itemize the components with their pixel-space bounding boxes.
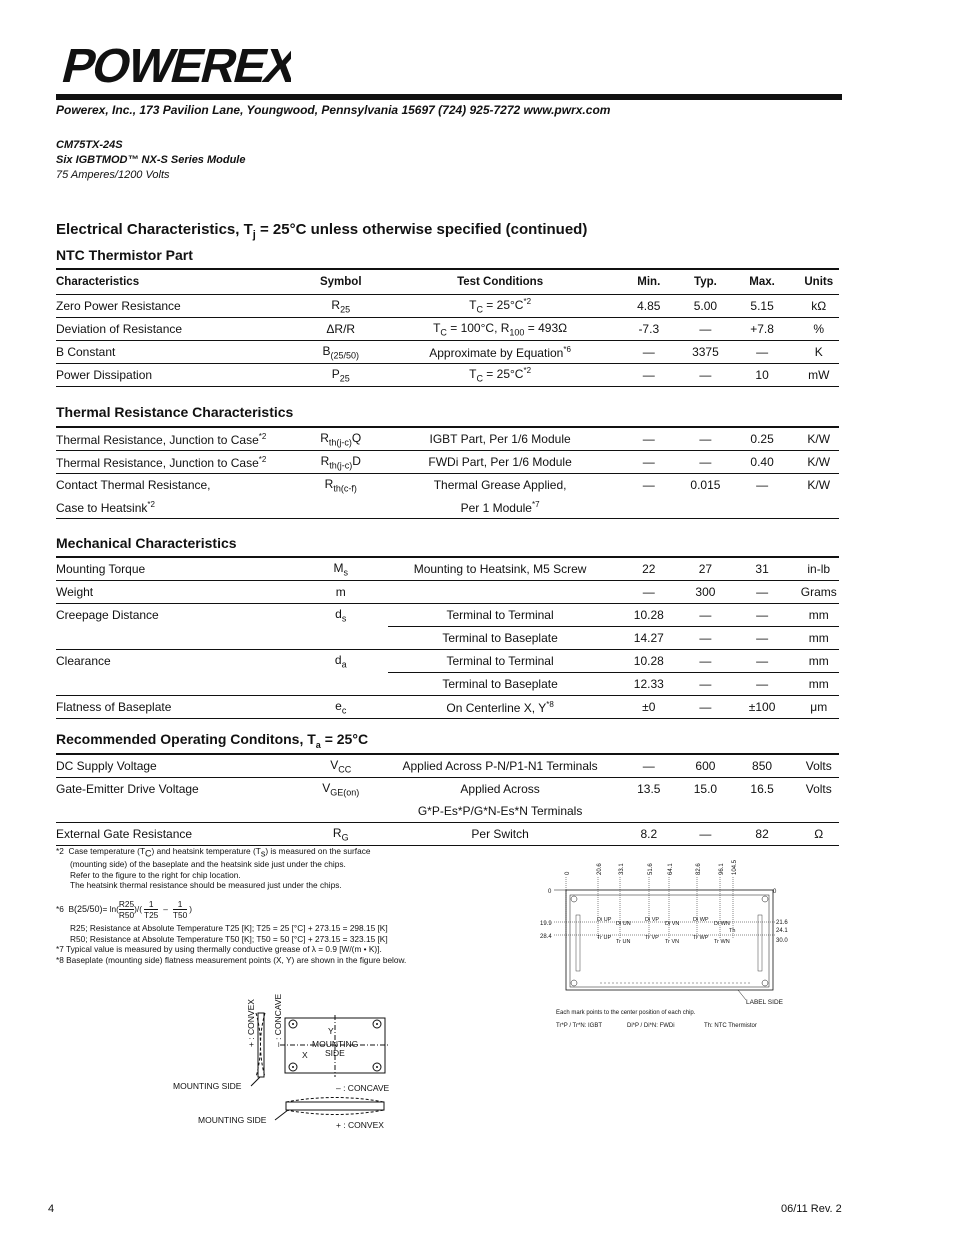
col-units: Units xyxy=(798,269,839,295)
table-row: Power Dissipation $P_{25}$ $T_C = 25^\circ C^{*2}$ — — 10 mW xyxy=(56,364,839,387)
table-row: External Gate Resistance $R_G$ Per Switch 8.2 — 82 Ω xyxy=(56,823,839,846)
logo-text: POWEREX xyxy=(56,40,291,88)
part-info xyxy=(56,138,245,183)
svg-text:51.6: 51.6 xyxy=(648,863,654,875)
col-typ: Typ. xyxy=(685,269,725,295)
svg-text:Di UP: Di UP xyxy=(597,917,612,923)
chip-caption: Each mark points to the center position of each chip. xyxy=(556,1010,696,1016)
series-name: Six IGBTMOD™ NX-S Series Module xyxy=(56,154,246,166)
svg-text:Di VN: Di VN xyxy=(665,921,680,927)
mounting-side-1: MOUNTING SIDE xyxy=(173,1081,242,1091)
svg-text:0: 0 xyxy=(773,889,777,895)
thermal-heading: Thermal Resistance Characteristics xyxy=(56,404,294,420)
svg-text:33.1: 33.1 xyxy=(619,863,625,875)
recommended-table xyxy=(56,753,839,846)
svg-text:96.1: 96.1 xyxy=(719,863,725,875)
ntc-table xyxy=(56,268,839,387)
label-side: LABEL SIDE xyxy=(746,999,783,1006)
svg-text:Di WP: Di WP xyxy=(693,917,709,923)
note-8: *8 Baseplate (mounting side) flatness measurement points (X, Y) are shown in the figure below. xyxy=(56,954,407,965)
x-label: X xyxy=(302,1050,308,1060)
mounting-side-label: MOUNTING xyxy=(312,1039,359,1049)
svg-text:Di VP: Di VP xyxy=(645,917,660,923)
svg-text:Tr VP: Tr VP xyxy=(645,935,659,941)
table-row: DC Supply Voltage $V_{CC}$ Applied Across P-N/P1-N1 Terminals — 600 850 Volts xyxy=(56,754,839,778)
footnotes xyxy=(56,846,476,965)
svg-text:19.9: 19.9 xyxy=(540,921,552,927)
svg-text:0: 0 xyxy=(565,871,571,875)
legend-fwdi: Di*P / Di*N: FWDi xyxy=(627,1023,675,1029)
recommended-heading: Recommended Operating Conditons, $T_a = 25^\circ C$ xyxy=(56,731,369,750)
note-6-equation: *6 B (25/50) = ln( R25 R50 )/( 1 T25 – 1 T50 ) xyxy=(56,898,192,920)
part-number: CM75TX-24S xyxy=(56,139,123,151)
svg-text:Tr UN: Tr UN xyxy=(616,939,631,945)
svg-text:82.6: 82.6 xyxy=(696,863,702,875)
col-test-conditions: Test Conditions xyxy=(388,269,613,295)
note-2-line: The heatsink thermal resistance should be measured just under the chips. xyxy=(70,880,342,891)
svg-text:30.0: 30.0 xyxy=(776,938,788,944)
table-row-cont: G*P-Es*P/G*N-Es*N Terminals xyxy=(417,804,583,818)
svg-text:Tr WN: Tr WN xyxy=(714,939,730,945)
mechanical-heading: Mechanical Characteristics xyxy=(56,535,237,551)
col-max: Max. xyxy=(726,269,799,295)
concave-label: – : CONCAVE xyxy=(273,993,283,1047)
concave-bottom-label: – : CONCAVE xyxy=(336,1083,390,1093)
table-row: Zero Power Resistance $R_{25}$ $T_C = 25^\circ C^{*2}$ 4.85 5.00 5.15 kΩ xyxy=(56,295,839,318)
table-row: Deviation of Resistance ΔR/R $T_C = 100^\circ C$, $R_{100} = 493\Omega$ -7.3 — +7.8 % xyxy=(56,318,839,341)
mounting-side-2: MOUNTING SIDE xyxy=(198,1115,267,1125)
table-row: Thermal Resistance, Junction to Case$^{*2}$ $R_{th(j-c)}Q$ IGBT Part, Per 1/6 Module — — 0.25 K/W xyxy=(56,427,839,451)
col-characteristics: Characteristics xyxy=(56,269,294,295)
thermal-table xyxy=(56,426,839,519)
svg-text:0: 0 xyxy=(548,889,552,895)
table-row: Mounting Torque $M_s$ Mounting to Heatsink, M5 Screw 22 27 31 in-lb xyxy=(56,557,839,581)
revision: 06/11 Rev. 2 xyxy=(781,1203,842,1215)
table-row: Thermal Resistance, Junction to Case$^{*2}$ $R_{th(j-c)}D$ FWDi Part, Per 1/6 Module — — 0.40 K/W xyxy=(56,451,839,474)
table-row: Flatness of Baseplate $e_c$ On Centerline X, $Y^{*8}$ ±0 — ±100 μm xyxy=(56,696,839,719)
note-6-r25: R25; Resistance at Absolute Temperature T25 [K]; T25 = 25 [°C] + 273.15 = 298.15 [K] xyxy=(70,923,388,934)
note-2-line: (mounting side) of the baseplate and the heatsink side just under the chips. xyxy=(70,859,346,870)
page-number: 4 xyxy=(48,1203,55,1215)
table-row: Contact Thermal Resistance, $R_{th(c-f)}$ Thermal Grease Applied, — 0.015 — K/W xyxy=(56,474,839,497)
table-row: Creepage Distance $d_s$ Terminal to Terminal 10.28 — — mm xyxy=(56,604,839,627)
legend-th: Th: NTC Thermistor xyxy=(704,1023,757,1029)
flatness-diagram xyxy=(170,985,410,1135)
note-6-r50: R50; Resistance at Absolute Temperature T50 [K]; T50 = 50 [°C] + 273.15 = 323.15 [K] xyxy=(70,933,388,944)
table-row: Weight m — 300 — Grams xyxy=(56,581,839,604)
ntc-heading: NTC Thermistor Part xyxy=(56,247,193,263)
rating: 75 Amperes/1200 Volts xyxy=(56,169,170,181)
page-title: Electrical Characteristics, $T_j = 25^\circ C$ unless otherwise specified (continued) xyxy=(56,221,588,241)
table-row-sub: Terminal to Baseplate 14.27 — — mm xyxy=(56,627,839,650)
powerex-logo xyxy=(56,40,291,88)
note-7: *7 Typical value is measured by using thermally conductive grease of λ = 0.9 [W/(m • K)]. xyxy=(56,944,382,955)
svg-text:104.5: 104.5 xyxy=(732,859,738,875)
svg-text:20.6: 20.6 xyxy=(597,863,603,875)
table-row: B Constant $B_{(25/50)}$ Approximate by Equation$^{*6}$ — 3375 — K xyxy=(56,341,839,364)
side-label: SIDE xyxy=(325,1048,345,1058)
col-min: Min. xyxy=(612,269,685,295)
svg-text:Di WN: Di WN xyxy=(714,921,730,927)
svg-text:Di UN: Di UN xyxy=(616,921,631,927)
table-row-cont: Case to Heatsink$^{*2}$ Per 1 Module$^{*7}$ xyxy=(56,496,839,519)
table-header xyxy=(56,269,839,295)
mechanical-table xyxy=(56,556,839,719)
col-symbol: Symbol xyxy=(294,269,388,295)
svg-text:24.1: 24.1 xyxy=(776,928,788,934)
header-rule xyxy=(56,94,842,100)
svg-text:Th: Th xyxy=(729,928,736,934)
svg-text:21.6: 21.6 xyxy=(776,920,788,926)
svg-text:28.4: 28.4 xyxy=(540,934,552,940)
svg-text:Tr VN: Tr VN xyxy=(665,939,680,945)
svg-text:64.1: 64.1 xyxy=(668,863,674,875)
legend-igbt: Tr*P / Tr*N: IGBT xyxy=(556,1023,603,1029)
svg-text:Tr WP: Tr WP xyxy=(693,935,709,941)
table-row: Clearance $d_a$ Terminal to Terminal 10.28 — — mm xyxy=(56,650,839,673)
note-2-line: Refer to the figure to the right for chip location. xyxy=(70,869,241,880)
table-row: Gate-Emitter Drive Voltage $V_{GE(on)}$ Applied Across 13.5 15.0 16.5 Volts xyxy=(56,778,839,801)
convex-bottom-label: + : CONVEX xyxy=(336,1120,384,1130)
chip-location-diagram xyxy=(540,855,840,1035)
svg-text:Tr UP: Tr UP xyxy=(597,935,612,941)
table-row-sub: Terminal to Baseplate 12.33 — — mm xyxy=(56,673,839,696)
company-line: Powerex, Inc., 173 Pavilion Lane, Youngwood, Pennsylvania 15697 (724) 925-7272 www.pwrx.com xyxy=(56,103,611,117)
convex-label: + : CONVEX xyxy=(246,999,256,1047)
y-label: Y xyxy=(328,1026,334,1036)
note-2: *2 Case temperature $(T_C)$ and heatsink temperature $(T_s)$ is measured on the surface xyxy=(56,846,371,859)
